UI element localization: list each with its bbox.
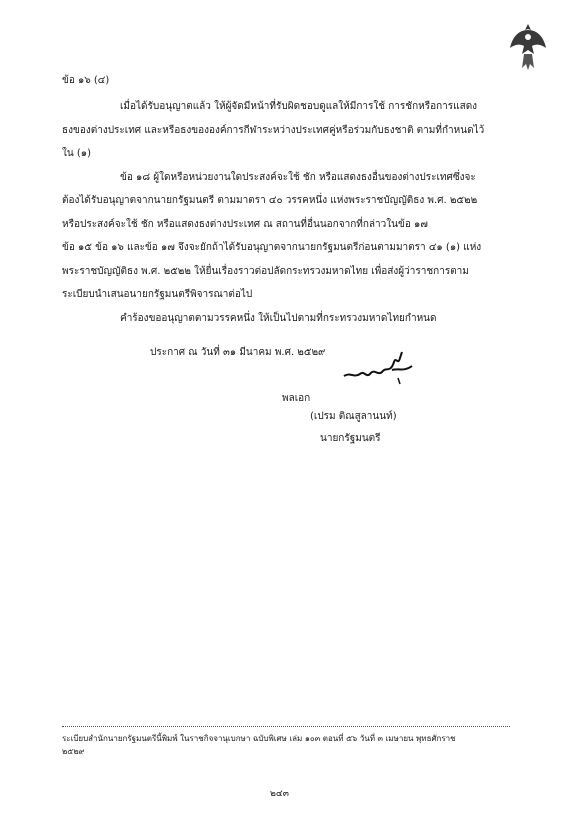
page-number: ๒๔๓	[270, 789, 289, 799]
footer-divider	[62, 726, 510, 727]
body-line: ต้องได้รับอนุญาตจากนายกรัฐมนตรี ตามมาตรา ๔๐ วรรคหนึ่ง แห่งพระราชบัญญัติธง พ.ศ. ๒๕๒๒	[62, 195, 478, 206]
body-line: เมื่อได้รับอนุญาตแล้ว ให้ผู้จัดมีหน้าที่รับผิดชอบดูแลให้มีการใช้ การชักหรือการแสดง	[120, 101, 478, 112]
body-line: ข้อ ๑๘ ผู้ใดหรือหน่วยงานใดประสงค์จะใช้ ชัก หรือแสดงธงอื่นของต่างประเทศซึ่งจะ	[120, 172, 476, 183]
body-line: คำร้องขออนุญาตตามวรรคหนึ่ง ให้เป็นไปตามที่กระทรวงมหาดไทยกำหนด	[120, 313, 437, 324]
body-line: ใน (๑)	[62, 148, 92, 159]
body-line: ข้อ ๑๕ ข้อ ๑๖ และข้อ ๑๗ จึงจะยักถ้าได้รับอนุญาตจากนายกรัฐมนตรีก่อนตามมาตรา ๔๑ (๑) แห่ง	[62, 242, 482, 253]
signer-title: นายกรัฐมนตรี	[320, 433, 381, 444]
section-heading: ข้อ ๑๖ (๔)	[62, 75, 110, 86]
rank-label: พลเอก	[282, 393, 311, 404]
footer-note: ระเบียบสำนักนายกรัฐมนตรีนี้พิมพ์ ในราชกิจจานุเบกษา ฉบับพิเศษ เล่ม ๑๐๓ ตอนที่ ๕๖ วันที่ ๓ เมษายน พุทธศักราช	[62, 734, 456, 743]
body-line: พระราชบัญญัติธง พ.ศ. ๒๕๒๒ ให้ยื่นเรื่องราวต่อปลัดกระทรวงมหาดไทย เพื่อส่งผู้ว่าราชการตาม	[62, 266, 469, 277]
body-line: ระเบียบนำเสนอนายกรัฐมนตรีพิจารณาต่อไป	[62, 289, 253, 300]
signer-name: (เปรม ติณสูลานนท์)	[310, 411, 397, 422]
body-line: หรือประสงค์จะใช้ ชัก หรือแสดงธงต่างประเทศ ณ สถานที่อื่นนอกจากที่กล่าวในข้อ ๑๗	[62, 219, 428, 230]
signature-image	[340, 348, 420, 392]
footer-note: ๒๕๒๙	[62, 747, 85, 756]
body-line: ธงของต่างประเทศ และหรือธงขององค์การกีฬาระหว่างประเทศคู่หรือร่วมกับธงชาติ ตามที่กำหนดไว้	[62, 125, 485, 136]
garuda-emblem-icon	[508, 20, 548, 74]
announcement-date: ประกาศ ณ วันที่ ๓๑ มีนาคม พ.ศ. ๒๕๒๙	[150, 347, 326, 358]
